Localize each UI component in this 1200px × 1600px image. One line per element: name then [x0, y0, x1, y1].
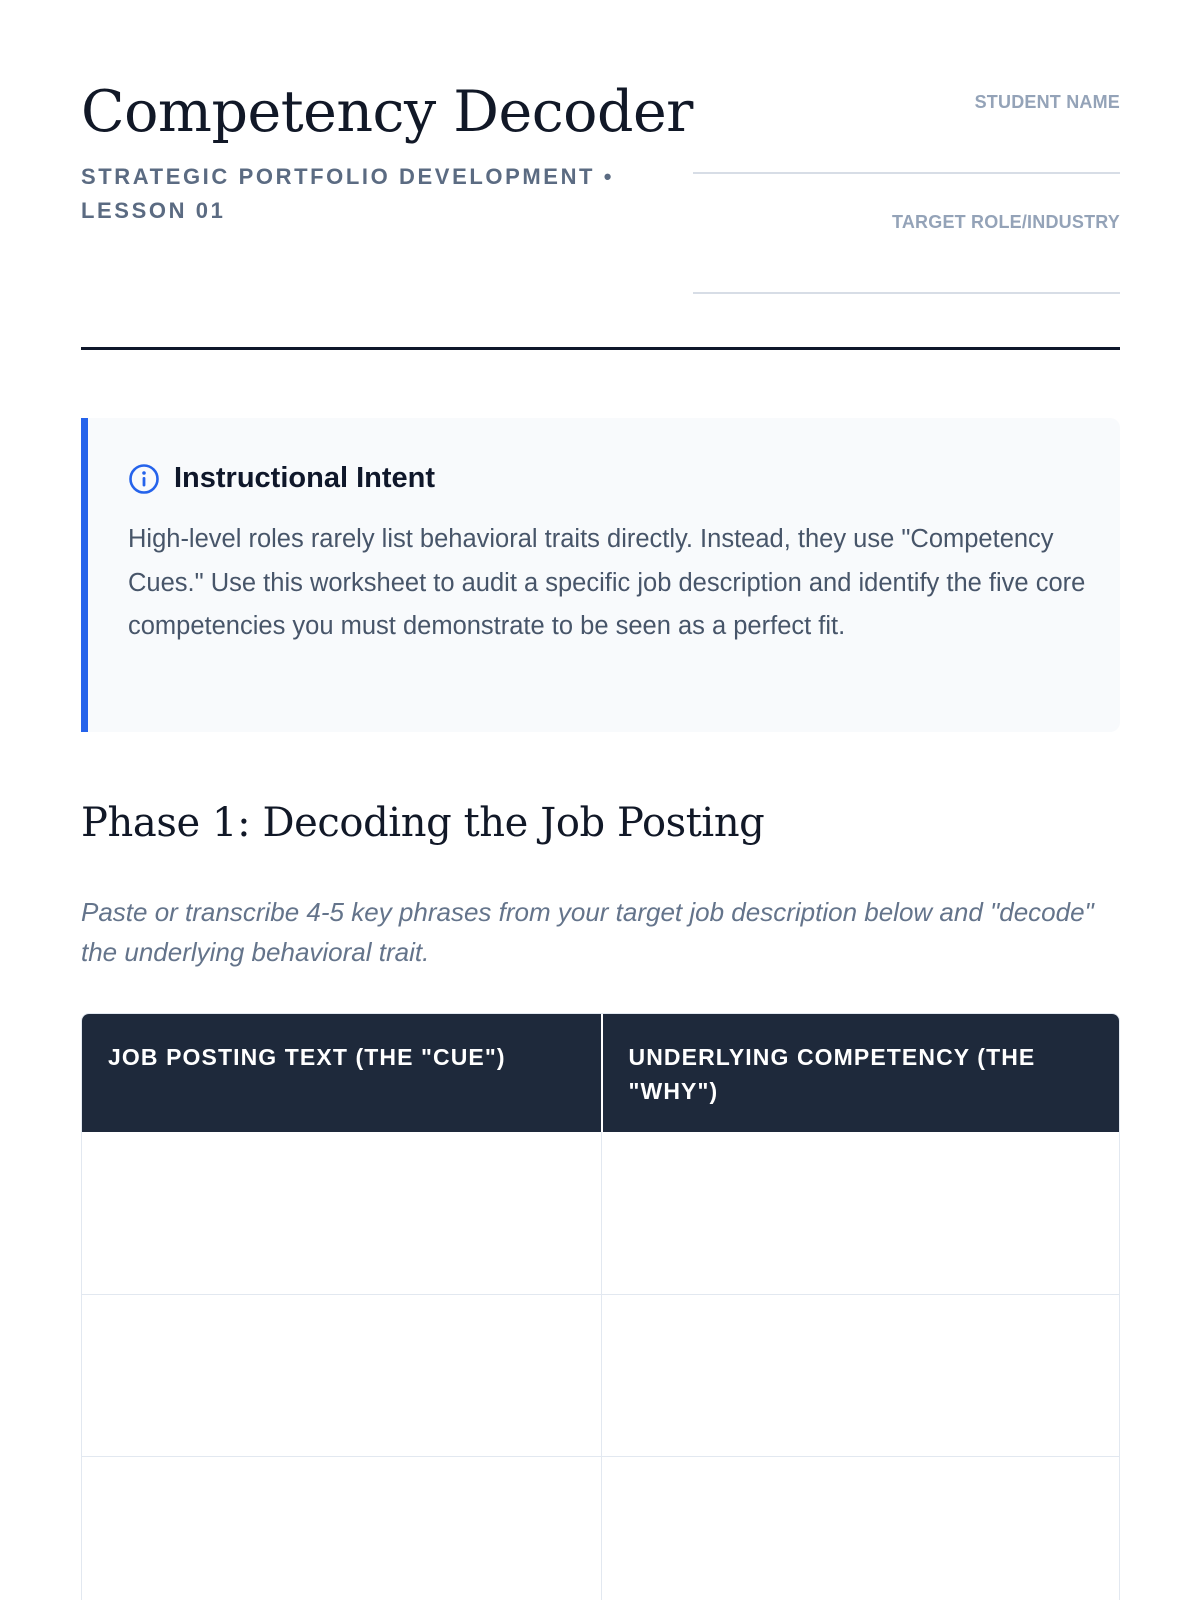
column-header-competency: UNDERLYING COMPETENCY (THE "WHY") [601, 1014, 1120, 1132]
competency-cell[interactable] [601, 1457, 1120, 1600]
cue-cell[interactable] [82, 1295, 601, 1456]
table-row [82, 1294, 1119, 1456]
column-header-cue: JOB POSTING TEXT (THE "CUE") [108, 1044, 506, 1070]
worksheet-header [81, 0, 1120, 350]
callout-title: Instructional Intent [174, 462, 435, 494]
table-row [82, 1456, 1119, 1600]
table-row [82, 1132, 1119, 1294]
student-name-field[interactable] [693, 172, 1120, 174]
table-body [82, 1132, 1119, 1600]
page-title: Competency Decoder [81, 79, 693, 145]
callout-header [128, 462, 435, 495]
target-role-label: TARGET ROLE/INDUSTRY [892, 212, 1120, 232]
callout-body: High-level roles rarely list behavioral traits directly. Instead, they use "Competency Cues." Use this worksheet to audit a specific job description and identify the five core competencies you must demonstrate to be seen as a perfect fit. [128, 525, 1086, 640]
worksheet-page [81, 0, 1120, 1600]
competency-cell[interactable] [601, 1295, 1120, 1456]
student-name-label: STUDENT NAME [974, 92, 1120, 112]
decoding-table [81, 1013, 1120, 1600]
instructional-intent-callout [81, 418, 1120, 732]
competency-cell[interactable] [601, 1132, 1120, 1294]
table-header [82, 1014, 1119, 1132]
header-divider [81, 347, 1120, 350]
target-role-field[interactable] [693, 292, 1120, 294]
cue-cell[interactable] [82, 1457, 601, 1600]
cue-cell[interactable] [82, 1132, 601, 1294]
phase-1-description: Paste or transcribe 4-5 key phrases from your target job description below and "decode" the underlying behavioral trait. [81, 897, 1094, 967]
info-icon [128, 463, 160, 495]
phase-1-title: Phase 1: Decoding the Job Posting [81, 800, 765, 846]
page-subtitle: STRATEGIC PORTFOLIO DEVELOPMENT • LESSON 01 [81, 164, 615, 223]
